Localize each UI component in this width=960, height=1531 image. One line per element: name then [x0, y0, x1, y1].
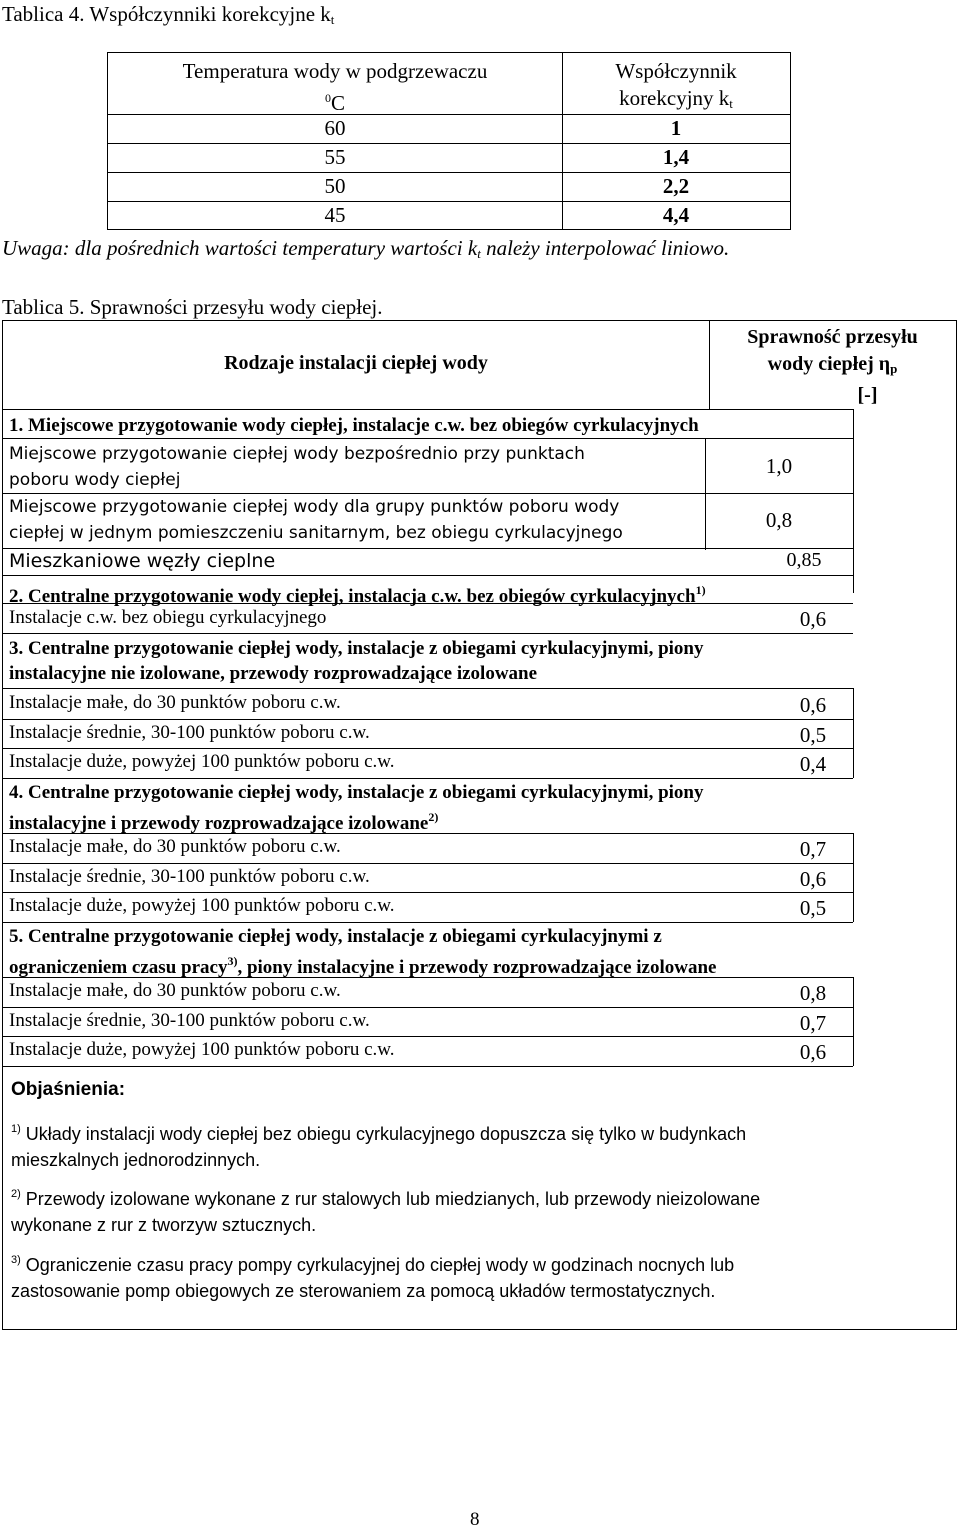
- table5-section4-row2-label: Instalacje średnie, 30-100 punktów poboru c.w.: [9, 866, 370, 887]
- table5-section1-heading: 1. Miejscowe przygotowanie wody ciepłej, instalacje c.w. bez obiegów cyrkulacyjnych: [9, 415, 699, 436]
- section4-heading-line2: [9, 805, 704, 836]
- table5-section3-row3-label: Instalacje duże, powyżej 100 punktów poboru c.w.: [9, 751, 395, 772]
- table4-cell-coefficient: 2,2: [662, 174, 690, 198]
- explanations-heading: Objaśnienia:: [11, 1079, 126, 1100]
- section5-heading-line2-start: ograniczeniem czasu pracy: [9, 957, 228, 978]
- row-divider: [3, 633, 853, 634]
- row-divider: [3, 438, 853, 439]
- row-divider: [3, 1066, 853, 1067]
- table4-cell-coefficient: 4,4: [662, 203, 690, 227]
- row-divider: [3, 922, 853, 923]
- table5-header-efficiency: [709, 324, 956, 409]
- table5-section2-row1-value: 0,6: [799, 607, 827, 631]
- table-row: [108, 143, 790, 172]
- table5-section4-row1-value: 0,7: [799, 837, 827, 861]
- footnote-1: [11, 1116, 941, 1173]
- footnote-text: Ograniczenie czasu pracy pompy cyrkulacyjnej do ciepłej wody w godzinach nocnych lub: [20, 1255, 735, 1275]
- footnote-line: wykonane z rur z tworzyw sztucznych.: [11, 1215, 317, 1235]
- table4-header-coefficient-line1: Współczynnik: [615, 59, 737, 83]
- footnote-mark: 2): [11, 1188, 21, 1200]
- table5-section5-row2-label: Instalacje średnie, 30-100 punktów poboru c.w.: [9, 1010, 370, 1031]
- page-number: 8: [470, 1509, 480, 1530]
- table5-header-efficiency-line2: [709, 351, 956, 382]
- table5-header-divider: [3, 409, 853, 410]
- eta-subscript: p: [890, 361, 898, 376]
- efficiency-unit: [-]: [857, 384, 878, 406]
- table4-header-coefficient-line2: [562, 85, 790, 117]
- row-divider: [3, 575, 853, 576]
- section5-heading-line2: [9, 949, 716, 980]
- table4-cell-temperature: 45: [324, 203, 346, 227]
- degree-superscript: 0: [324, 91, 331, 105]
- table-row: [108, 114, 790, 143]
- table5-section1-row2-label: [9, 494, 623, 546]
- table4-title: [2, 2, 334, 28]
- table4-cell-coefficient: 1: [670, 116, 682, 140]
- table4-header-temperature-label: Temperatura wody w podgrzewaczu: [182, 59, 488, 83]
- footnote-2: [11, 1181, 941, 1238]
- footnote-mark: 3): [11, 1254, 21, 1266]
- temperature-unit: C: [330, 91, 345, 115]
- footnote-line: zastosowanie pomp obiegowych ze sterowaniem za pomocą układów termostatycznych.: [11, 1281, 716, 1301]
- table5-section5-row3-value: 0,6: [799, 1040, 827, 1064]
- section3-heading-line2: instalacyjne nie izolowane, przewody rozprowadzające izolowane: [9, 663, 538, 684]
- column-divider: [853, 688, 854, 778]
- row-label-line: poboru wody ciepłej: [9, 470, 181, 490]
- footnote-ref-3: 3): [227, 954, 238, 968]
- table4-cell-coefficient: 1,4: [662, 145, 690, 169]
- column-divider: [853, 977, 854, 1066]
- row-label-line: ciepłej w jednym pomieszczeniu sanitarnym, bez obiegu cyrkulacyjnego: [9, 523, 623, 543]
- table5-section4-row3-label: Instalacje duże, powyżej 100 punktów poboru c.w.: [9, 895, 395, 916]
- table4-note-text: Uwaga: dla pośrednich wartości temperatury wartości k: [2, 236, 478, 260]
- row-divider: [3, 778, 853, 779]
- table4-title-subscript: t: [330, 12, 335, 27]
- table5: [2, 320, 957, 1330]
- row-label-line: Miejscowe przygotowanie ciepłej wody bezpośrednio przy punktach: [9, 444, 585, 464]
- coefficient-label: korekcyjny k: [619, 86, 730, 110]
- footnote-3: [11, 1247, 941, 1304]
- footnote-line: mieszkalnych jednorodzinnych.: [11, 1150, 261, 1170]
- table-row: [108, 201, 790, 230]
- table5-section5-row1-value: 0,8: [799, 981, 827, 1005]
- section4-heading-line1: 4. Centralne przygotowanie ciepłej wody, instalacje z obiegami cyrkulacyjnymi, piony: [9, 782, 704, 803]
- footnote-text: Układy instalacji wody ciepłej bez obiegu cyrkulacyjnego dopuszcza się tylko w budynkach: [20, 1124, 747, 1144]
- section5-heading-line1: 5. Centralne przygotowanie ciepłej wody, instalacje z obiegami cyrkulacyjnymi z: [9, 926, 662, 947]
- footnote-line: [11, 1181, 941, 1212]
- table4-title-text: Tablica 4. Współczynniki korekcyjne k: [2, 2, 331, 26]
- table5-header-installation-type: Rodzaje instalacji ciepłej wody: [224, 352, 488, 374]
- table4-header-temperature-unit-line: [108, 85, 562, 117]
- row-label-line: Miejscowe przygotowanie ciepłej wody dla grupy punktów poboru wody: [9, 497, 620, 517]
- footnote-ref-1: 1): [695, 583, 706, 597]
- table5-section2-row1-label: Instalacje c.w. bez obiegu cyrkulacyjnego: [9, 607, 327, 628]
- table4-note-text-end: należy interpolować liniowo.: [480, 236, 730, 260]
- table5-section3-heading: [9, 636, 704, 686]
- table5-section4-heading: [9, 780, 704, 836]
- table5-section4-row3-value: 0,5: [799, 896, 827, 920]
- table5-header-efficiency-line1: Sprawność przesyłu: [747, 326, 918, 348]
- table4-note-subscript: t: [477, 246, 481, 261]
- table5-section3-row2-label: Instalacje średnie, 30-100 punktów poboru c.w.: [9, 722, 370, 743]
- footnote-mark: 1): [11, 1123, 21, 1135]
- table-row: [108, 172, 790, 201]
- table5-section4-row1-label: Instalacje małe, do 30 punktów poboru c.w.: [9, 836, 341, 857]
- table5-section5-row1-label: Instalacje małe, do 30 punktów poboru c.w.: [9, 980, 341, 1001]
- footnote-line: [11, 1116, 941, 1147]
- table5-section1-row3-label: Mieszkaniowe węzły cieplne: [9, 550, 276, 572]
- section5-heading-line2-end: , piony instalacyjne i przewody rozprowadzające izolowane: [237, 957, 717, 978]
- table4-cell-temperature: 50: [324, 174, 346, 198]
- column-divider: [853, 833, 854, 922]
- table5-section5-heading: [9, 924, 716, 980]
- section3-heading-line1: 3. Centralne przygotowanie ciepłej wody, instalacje z obiegami cyrkulacyjnymi, piony: [9, 638, 704, 659]
- table5-section3-row1-label: Instalacje małe, do 30 punktów poboru c.w.: [9, 692, 341, 713]
- section4-heading-line2-text: instalacyjne i przewody rozprowadzające izolowane: [9, 813, 429, 834]
- table5-section4-row2-value: 0,6: [799, 867, 827, 891]
- table4-note: [2, 236, 729, 262]
- footnote-ref-2: 2): [428, 810, 439, 824]
- table5-section5-row3-label: Instalacje duże, powyżej 100 punktów poboru c.w.: [9, 1039, 395, 1060]
- table5-section5-row2-value: 0,7: [799, 1011, 827, 1035]
- table5-section1-row3-value: 0,85: [786, 549, 822, 571]
- coefficient-subscript: t: [729, 96, 733, 111]
- footnote-text: Przewody izolowane wykonane z rur stalowych lub miedzianych, lub przewody nieizolowane: [20, 1189, 761, 1209]
- table4-cell-temperature: 60: [324, 116, 346, 140]
- efficiency-label: wody ciepłej η: [767, 353, 891, 375]
- row-divider: [3, 688, 853, 689]
- table5-section1-row2-value: 0,8: [765, 508, 793, 532]
- table5-section3-row1-value: 0,6: [799, 693, 827, 717]
- table5-section1-row1-value: 1,0: [765, 454, 793, 478]
- table5-section1-row1-label: [9, 441, 585, 493]
- section2-heading-text: 2. Centralne przygotowanie wody ciepłej, instalacja c.w. bez obiegów cyrkulacyjnych: [9, 586, 696, 607]
- table5-section3-row3-value: 0,4: [799, 752, 827, 776]
- table5-title: Tablica 5. Sprawności przesyłu wody ciepłej.: [2, 295, 383, 319]
- table4: [107, 52, 791, 230]
- table5-section3-row2-value: 0,5: [799, 723, 827, 747]
- footnote-line: [11, 1247, 941, 1278]
- row-divider: [3, 603, 853, 604]
- table4-cell-temperature: 55: [324, 145, 346, 169]
